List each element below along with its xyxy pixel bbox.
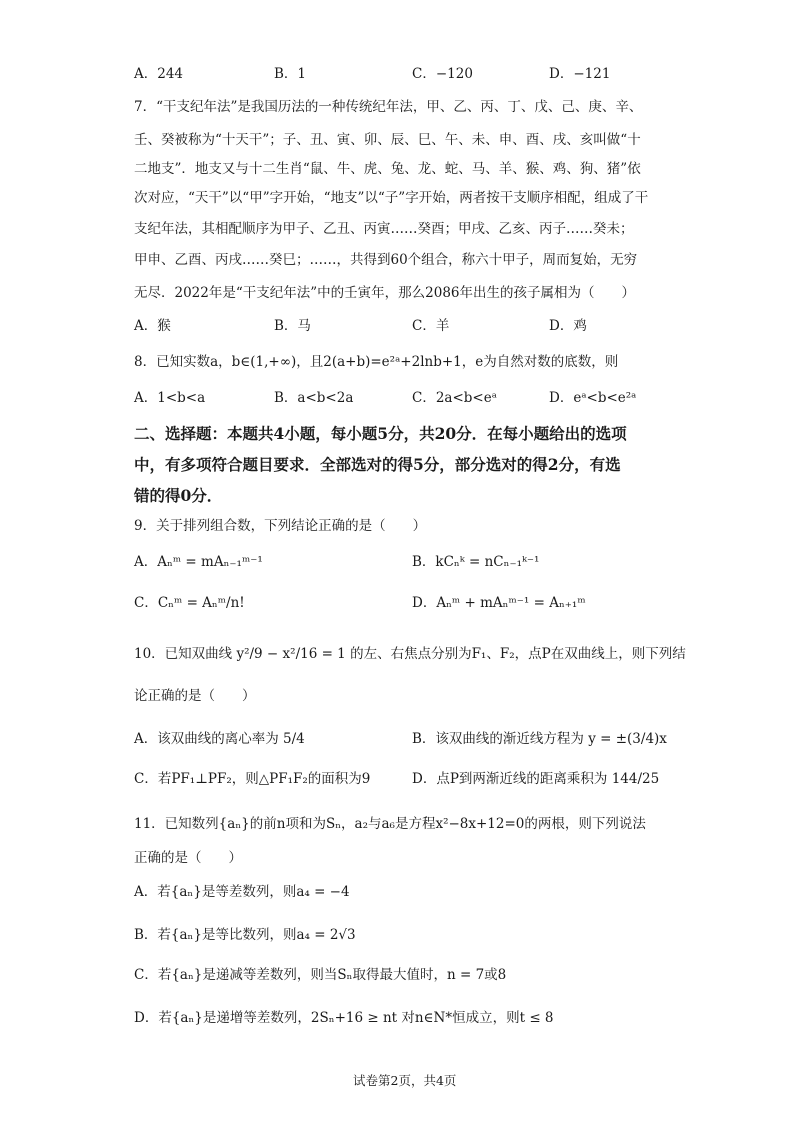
q8-stem: 8．已知实数a，b∈(1,+∞)，且2(a+b)=e²ᵃ+2lnb+1，e为自然对数的底数，则 xyxy=(134,354,619,370)
q6-option-c: C．−120 xyxy=(412,66,473,82)
q8-option-a: A．1<b<a xyxy=(134,390,206,406)
q7-line: 无尽．2022年是“干支纪年法”中的壬寅年，那么2086年出生的孩子属相为（ ） xyxy=(134,285,636,301)
q7-option-d: D．鸡 xyxy=(549,318,587,334)
q11-option-b: B．若{aₙ}是等比数列，则a₄ = 2√3 xyxy=(134,927,356,943)
q7-line: 支纪年法，其相配顺序为甲子、乙丑、丙寅……癸酉；甲戌、乙亥、丙子……癸未； xyxy=(134,221,634,237)
q11-option-d: D．若{aₙ}是递增等差数列，2Sₙ+16 ≥ nt 对n∈N*恒成立，则t ≤ 8 xyxy=(134,1010,554,1026)
q9-stem: 9．关于排列组合数，下列结论正确的是（ ） xyxy=(134,518,427,534)
q7-line: 壬、癸被称为“十天干”；子、丑、寅、卯、辰、巳、午、未、申、酉、戌、亥叫做“十 xyxy=(134,132,641,148)
q10-stem: 论正确的是（ ） xyxy=(134,688,256,704)
q10-option-a: A．该双曲线的离心率为 5/4 xyxy=(134,731,305,747)
section-heading: 中，有多项符合题目要求．全部选对的得5分，部分选对的得2分，有选 xyxy=(134,455,621,474)
q11-option-c: C．若{aₙ}是递减等差数列，则当Sₙ取得最大值时，n = 7或8 xyxy=(134,967,507,983)
q8-option-d: D．eᵃ<b<e²ᵃ xyxy=(549,390,637,406)
q8-option-c: C．2a<b<eᵃ xyxy=(412,390,497,406)
q6-option-b: B．1 xyxy=(274,66,307,82)
section-heading: 错的得0分． xyxy=(134,486,223,505)
q9-option-d: D．Aₙᵐ + mAₙᵐ⁻¹ = Aₙ₊₁ᵐ xyxy=(412,595,586,611)
q7-line: 甲申、乙酉、丙戌……癸巳；……，共得到60个组合，称六十甲子，周而复始，无穷 xyxy=(134,252,638,268)
q7-line: 二地支”．地支又与十二生肖“鼠、牛、虎、兔、龙、蛇、马、羊、猴、鸡、狗、猪”依 xyxy=(134,161,641,177)
q10-option-b: B．该双曲线的渐近线方程为 y = ±(3/4)x xyxy=(412,731,667,747)
q7-option-b: B．马 xyxy=(274,318,311,334)
q7-option-a: A．猴 xyxy=(134,318,171,334)
q6-option-a: A．244 xyxy=(134,66,184,82)
q9-option-b: B．kCₙᵏ = nCₙ₋₁ᵏ⁻¹ xyxy=(412,554,540,570)
page-footer: 试卷第2页，共4页 xyxy=(353,1073,457,1088)
q8-option-b: B．a<b<2a xyxy=(274,390,354,406)
q10-option-c: C．若PF₁⊥PF₂，则△PF₁F₂的面积为9 xyxy=(134,771,371,787)
q10-stem: 10．已知双曲线 y²/9 − x²/16 = 1 的左、右焦点分别为F₁、F₂，点P在双曲线上，则下列结 xyxy=(134,646,686,662)
q9-option-c: C．Cₙᵐ = Aₙᵐ/n! xyxy=(134,595,245,611)
q11-option-a: A．若{aₙ}是等差数列，则a₄ = −4 xyxy=(134,884,350,900)
q7-line: 7．“干支纪年法”是我国历法的一种传统纪年法，甲、乙、丙、丁、戊、己、庚、辛、 xyxy=(134,99,643,115)
q11-stem: 正确的是（ ） xyxy=(134,850,242,866)
q10-option-d: D．点P到两渐近线的距离乘积为 144/25 xyxy=(412,771,660,787)
section-heading: 二、选择题：本题共4小题，每小题5分，共20分．在每小题给出的选项 xyxy=(134,424,627,443)
q9-option-a: A．Aₙᵐ = mAₙ₋₁ᵐ⁻¹ xyxy=(134,554,263,570)
q11-stem: 11．已知数列{aₙ}的前n项和为Sₙ，a₂与a₆是方程x²−8x+12=0的两根，则下列说法 xyxy=(134,816,646,832)
q7-line: 次对应，“天干”以“甲”字开始，“地支”以“子”字开始，两者按干支顺序相配，组成了干 xyxy=(134,190,649,206)
q7-option-c: C．羊 xyxy=(412,318,450,334)
q6-option-d: D．−121 xyxy=(549,66,611,82)
